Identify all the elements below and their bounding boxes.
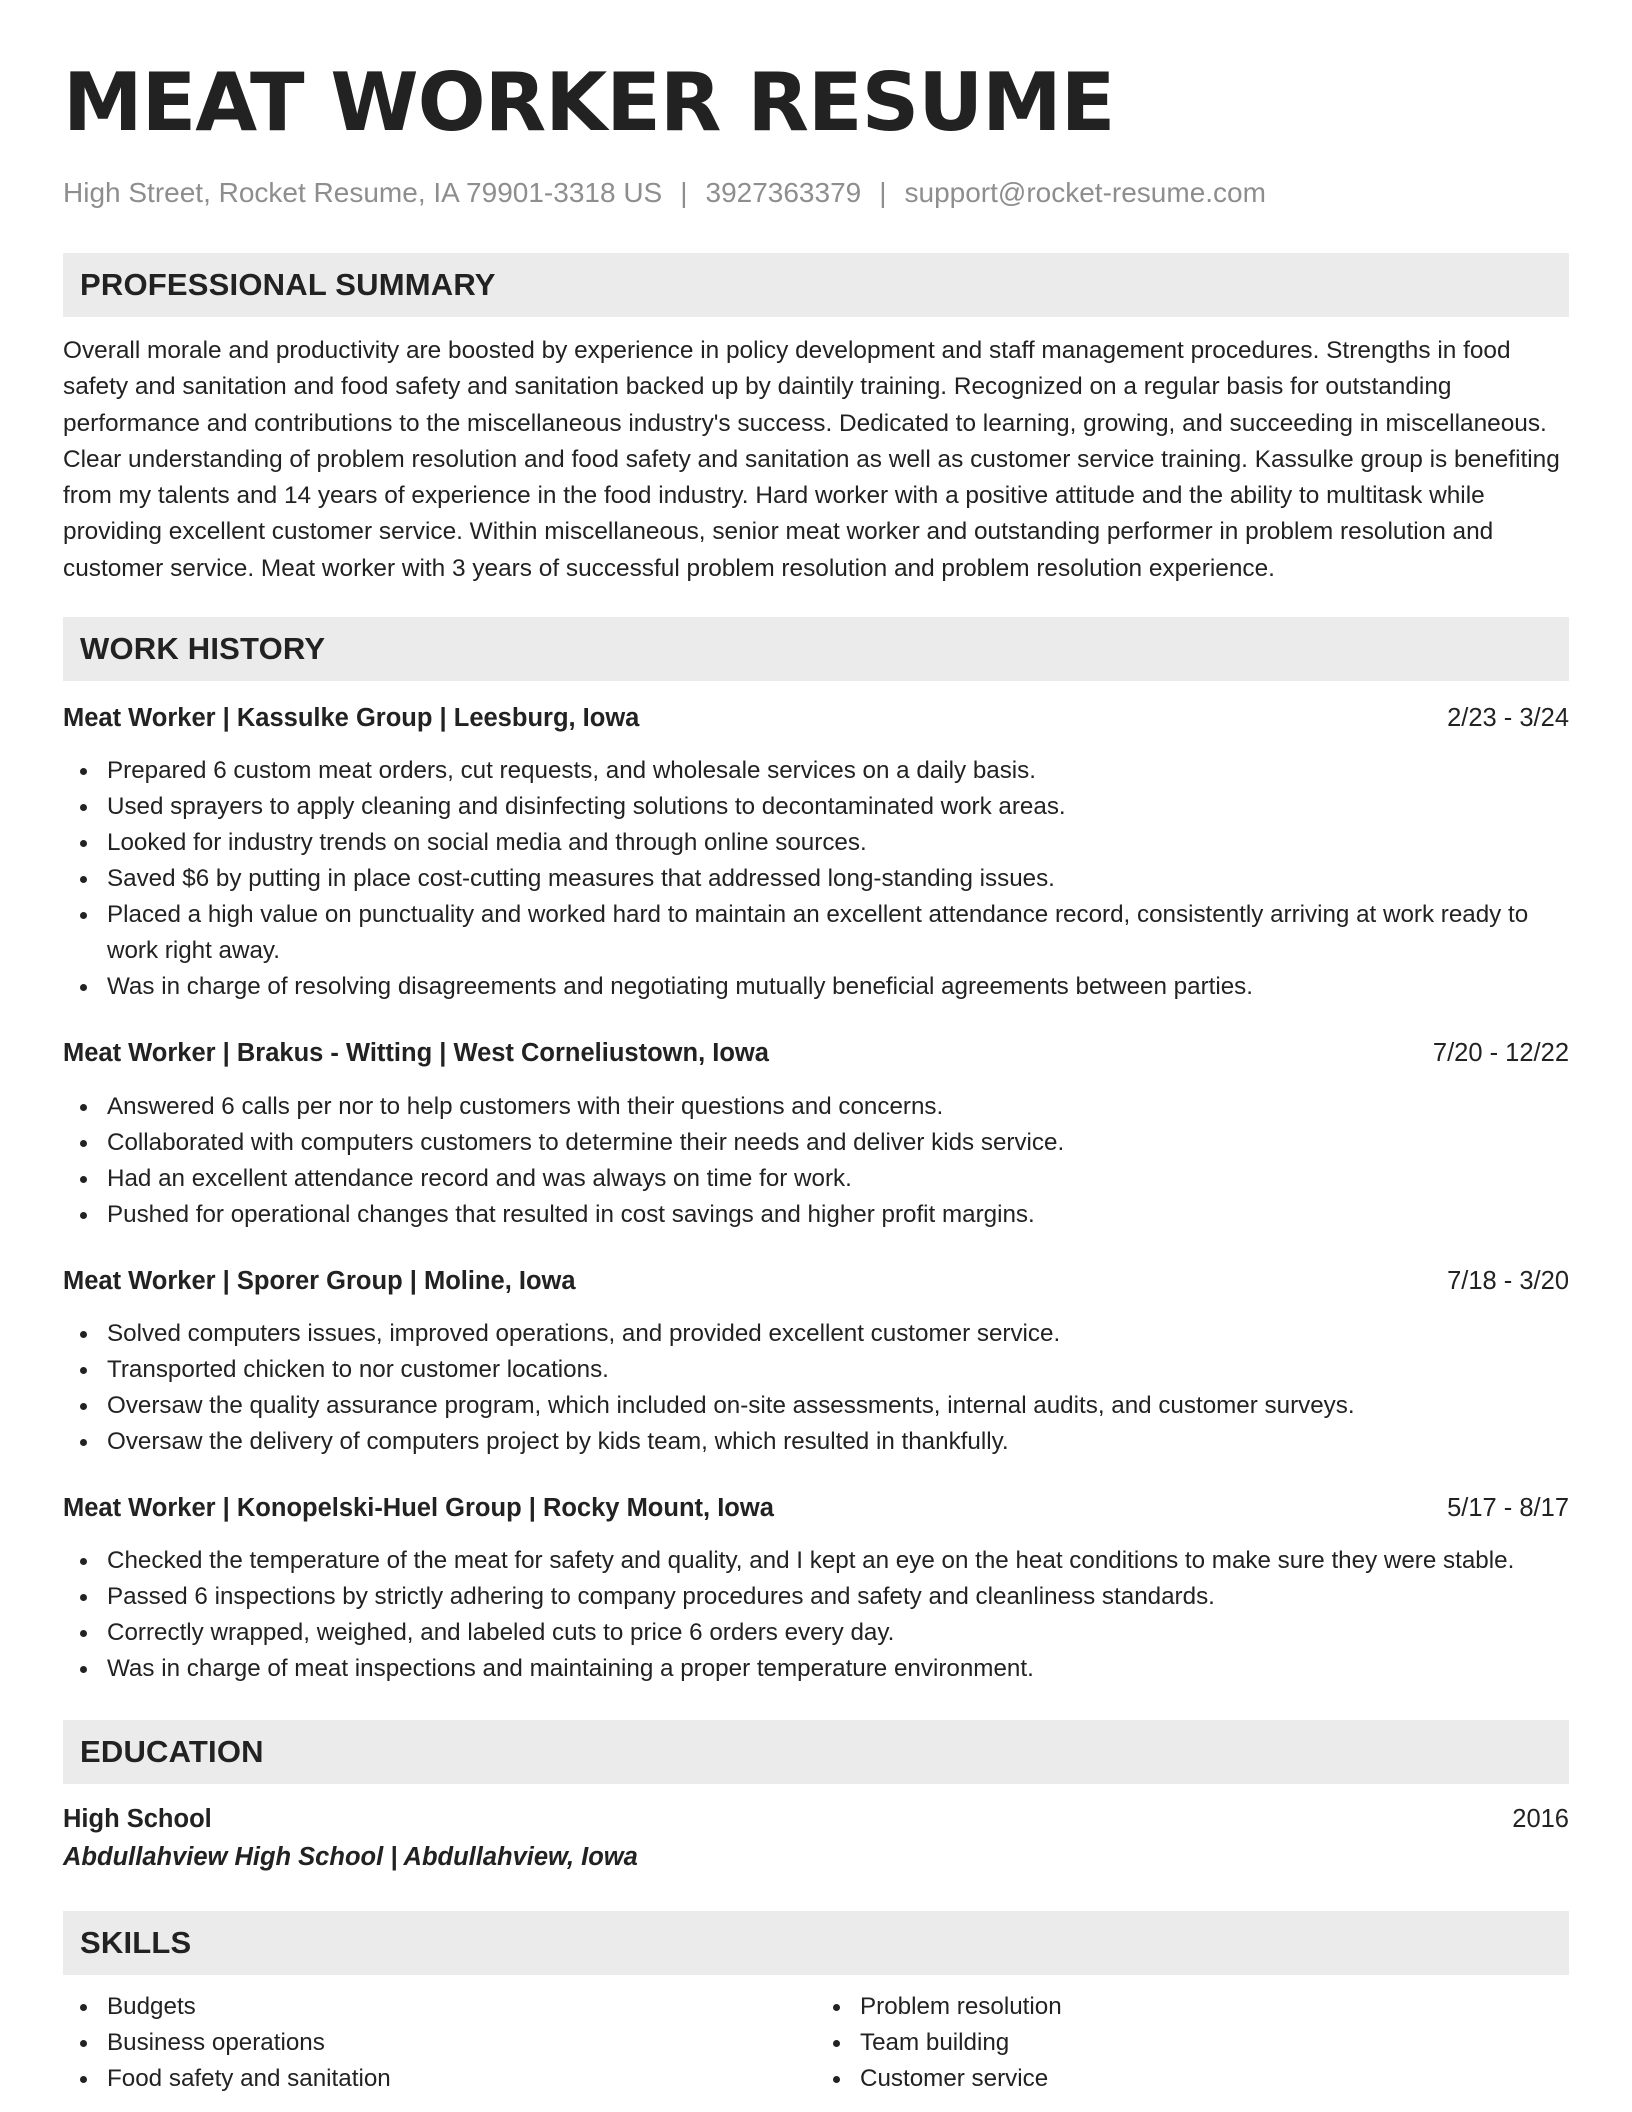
job-title: Meat Worker | Brakus - Witting | West Corneliustown, Iowa (63, 1039, 769, 1068)
education-header (63, 1802, 1569, 1836)
job-bullets (63, 1089, 1569, 1233)
contact-line (63, 176, 1569, 210)
education-section-header (63, 1720, 1569, 1784)
job-entry (63, 701, 1569, 1005)
job-title: Meat Worker | Sporer Group | Moline, Iowa (63, 1267, 576, 1296)
job-dates: 7/20 - 12/22 (1432, 1039, 1569, 1068)
job-title: Meat Worker | Konopelski-Huel Group | Rocky Mount, Iowa (63, 1494, 774, 1523)
skill-item: Business operations (63, 2025, 816, 2061)
skills-heading: SKILLS (80, 1925, 192, 1961)
resume-title: MEAT WORKER RESUME (63, 56, 1115, 149)
job-bullet: Oversaw the quality assurance program, which included on-site assessments, internal audits, and customer surveys. (63, 1388, 1569, 1424)
contact-email: support@rocket-resume.com (904, 177, 1266, 208)
job-bullet: Solved computers issues, improved operations, and provided excellent customer service. (63, 1316, 1569, 1352)
skill-item: Problem resolution (816, 1989, 1569, 2025)
job-bullet: Pushed for operational changes that resulted in cost savings and higher profit margins. (63, 1197, 1569, 1233)
skill-item: Team building (816, 2025, 1569, 2061)
job-bullet: Saved $6 by putting in place cost-cutting measures that addressed long-standing issues. (63, 861, 1569, 897)
skill-item: Food safety and sanitation (63, 2061, 816, 2097)
skill-item: Budgets (63, 1989, 816, 2025)
job-dates: 2/23 - 3/24 (1447, 704, 1569, 733)
work-history-section-header (63, 617, 1569, 681)
job-bullets (63, 1543, 1569, 1687)
job-bullet: Answered 6 calls per nor to help customers with their questions and concerns. (63, 1089, 1569, 1125)
job-bullet: Oversaw the delivery of computers project by kids team, which resulted in thankfully. (63, 1424, 1569, 1460)
education-degree: High School (63, 1805, 212, 1834)
job-bullet: Passed 6 inspections by strictly adhering to company procedures and safety and cleanliness standards. (63, 1579, 1569, 1615)
contact-address: High Street, Rocket Resume, IA 79901-3318 US (63, 177, 663, 208)
summary-section-header (63, 253, 1569, 317)
contact-separator: | (879, 177, 887, 208)
job-bullet: Was in charge of resolving disagreements and negotiating mutually beneficial agreements between parties. (63, 969, 1569, 1005)
contact-phone: 3927363379 (705, 177, 862, 208)
job-bullet: Checked the temperature of the meat for safety and quality, and I kept an eye on the heat conditions to make sure they were stable. (63, 1543, 1569, 1579)
education-school: Abdullahview High School | Abdullahview, Iowa (63, 1843, 638, 1872)
job-bullet: Used sprayers to apply cleaning and disinfecting solutions to decontaminated work areas. (63, 789, 1569, 825)
job-bullet: Looked for industry trends on social media and through online sources. (63, 825, 1569, 861)
job-bullets (63, 753, 1569, 1005)
skills-section-header (63, 1911, 1569, 1975)
job-title: Meat Worker | Kassulke Group | Leesburg, Iowa (63, 704, 640, 733)
education-heading: EDUCATION (80, 1734, 264, 1770)
skill-item: Customer service (816, 2061, 1569, 2097)
job-bullet: Prepared 6 custom meat orders, cut requests, and wholesale services on a daily basis. (63, 753, 1569, 789)
education-year: 2016 (1512, 1805, 1569, 1834)
job-header (63, 1036, 1569, 1070)
job-entry (63, 1264, 1569, 1460)
skills-list (63, 1989, 1569, 2097)
job-entry (63, 1491, 1569, 1687)
summary-text: Overall morale and productivity are boosted by experience in policy development and staff management procedures. Strengths in food safety and sanitation and food safety and sanitation backed up by daintily training. Recognized on a regular basis for outstanding performance and contributions to the miscellaneous industry's success. Dedicated to learning, growing, and succeeding in miscellaneous. Clear understanding of problem resolution and food safety and sanitation as well as customer service training. Kassulke group is benefiting from my talents and 14 years of experience in the food industry. Hard worker with a positive attitude and the ability to multitask while providing excellent customer service. Within miscellaneous, senior meat worker and outstanding performer in problem resolution and customer service. Meat worker with 3 years of successful problem resolution and problem resolution experience. (63, 337, 1560, 582)
job-bullet: Was in charge of meat inspections and maintaining a proper temperature environment. (63, 1651, 1569, 1687)
education-entry (63, 1802, 1569, 1874)
job-dates: 7/18 - 3/20 (1447, 1267, 1569, 1296)
skills-column-left (63, 1989, 816, 2097)
job-header (63, 1491, 1569, 1525)
job-bullet: Collaborated with computers customers to determine their needs and deliver kids service. (63, 1125, 1569, 1161)
job-bullet: Placed a high value on punctuality and worked hard to maintain an excellent attendance record, consistently arriving at work ready to work right away. (63, 897, 1569, 969)
job-bullets (63, 1316, 1569, 1460)
job-bullet: Correctly wrapped, weighed, and labeled cuts to price 6 orders every day. (63, 1615, 1569, 1651)
job-bullet: Had an excellent attendance record and was always on time for work. (63, 1161, 1569, 1197)
contact-separator: | (680, 177, 688, 208)
skills-column-right (816, 1989, 1569, 2097)
job-entry (63, 1036, 1569, 1233)
summary-heading: PROFESSIONAL SUMMARY (80, 267, 496, 302)
work-history-heading: WORK HISTORY (80, 631, 326, 667)
job-header (63, 701, 1569, 735)
job-dates: 5/17 - 8/17 (1447, 1494, 1569, 1523)
job-header (63, 1264, 1569, 1298)
job-bullet: Transported chicken to nor customer locations. (63, 1352, 1569, 1388)
